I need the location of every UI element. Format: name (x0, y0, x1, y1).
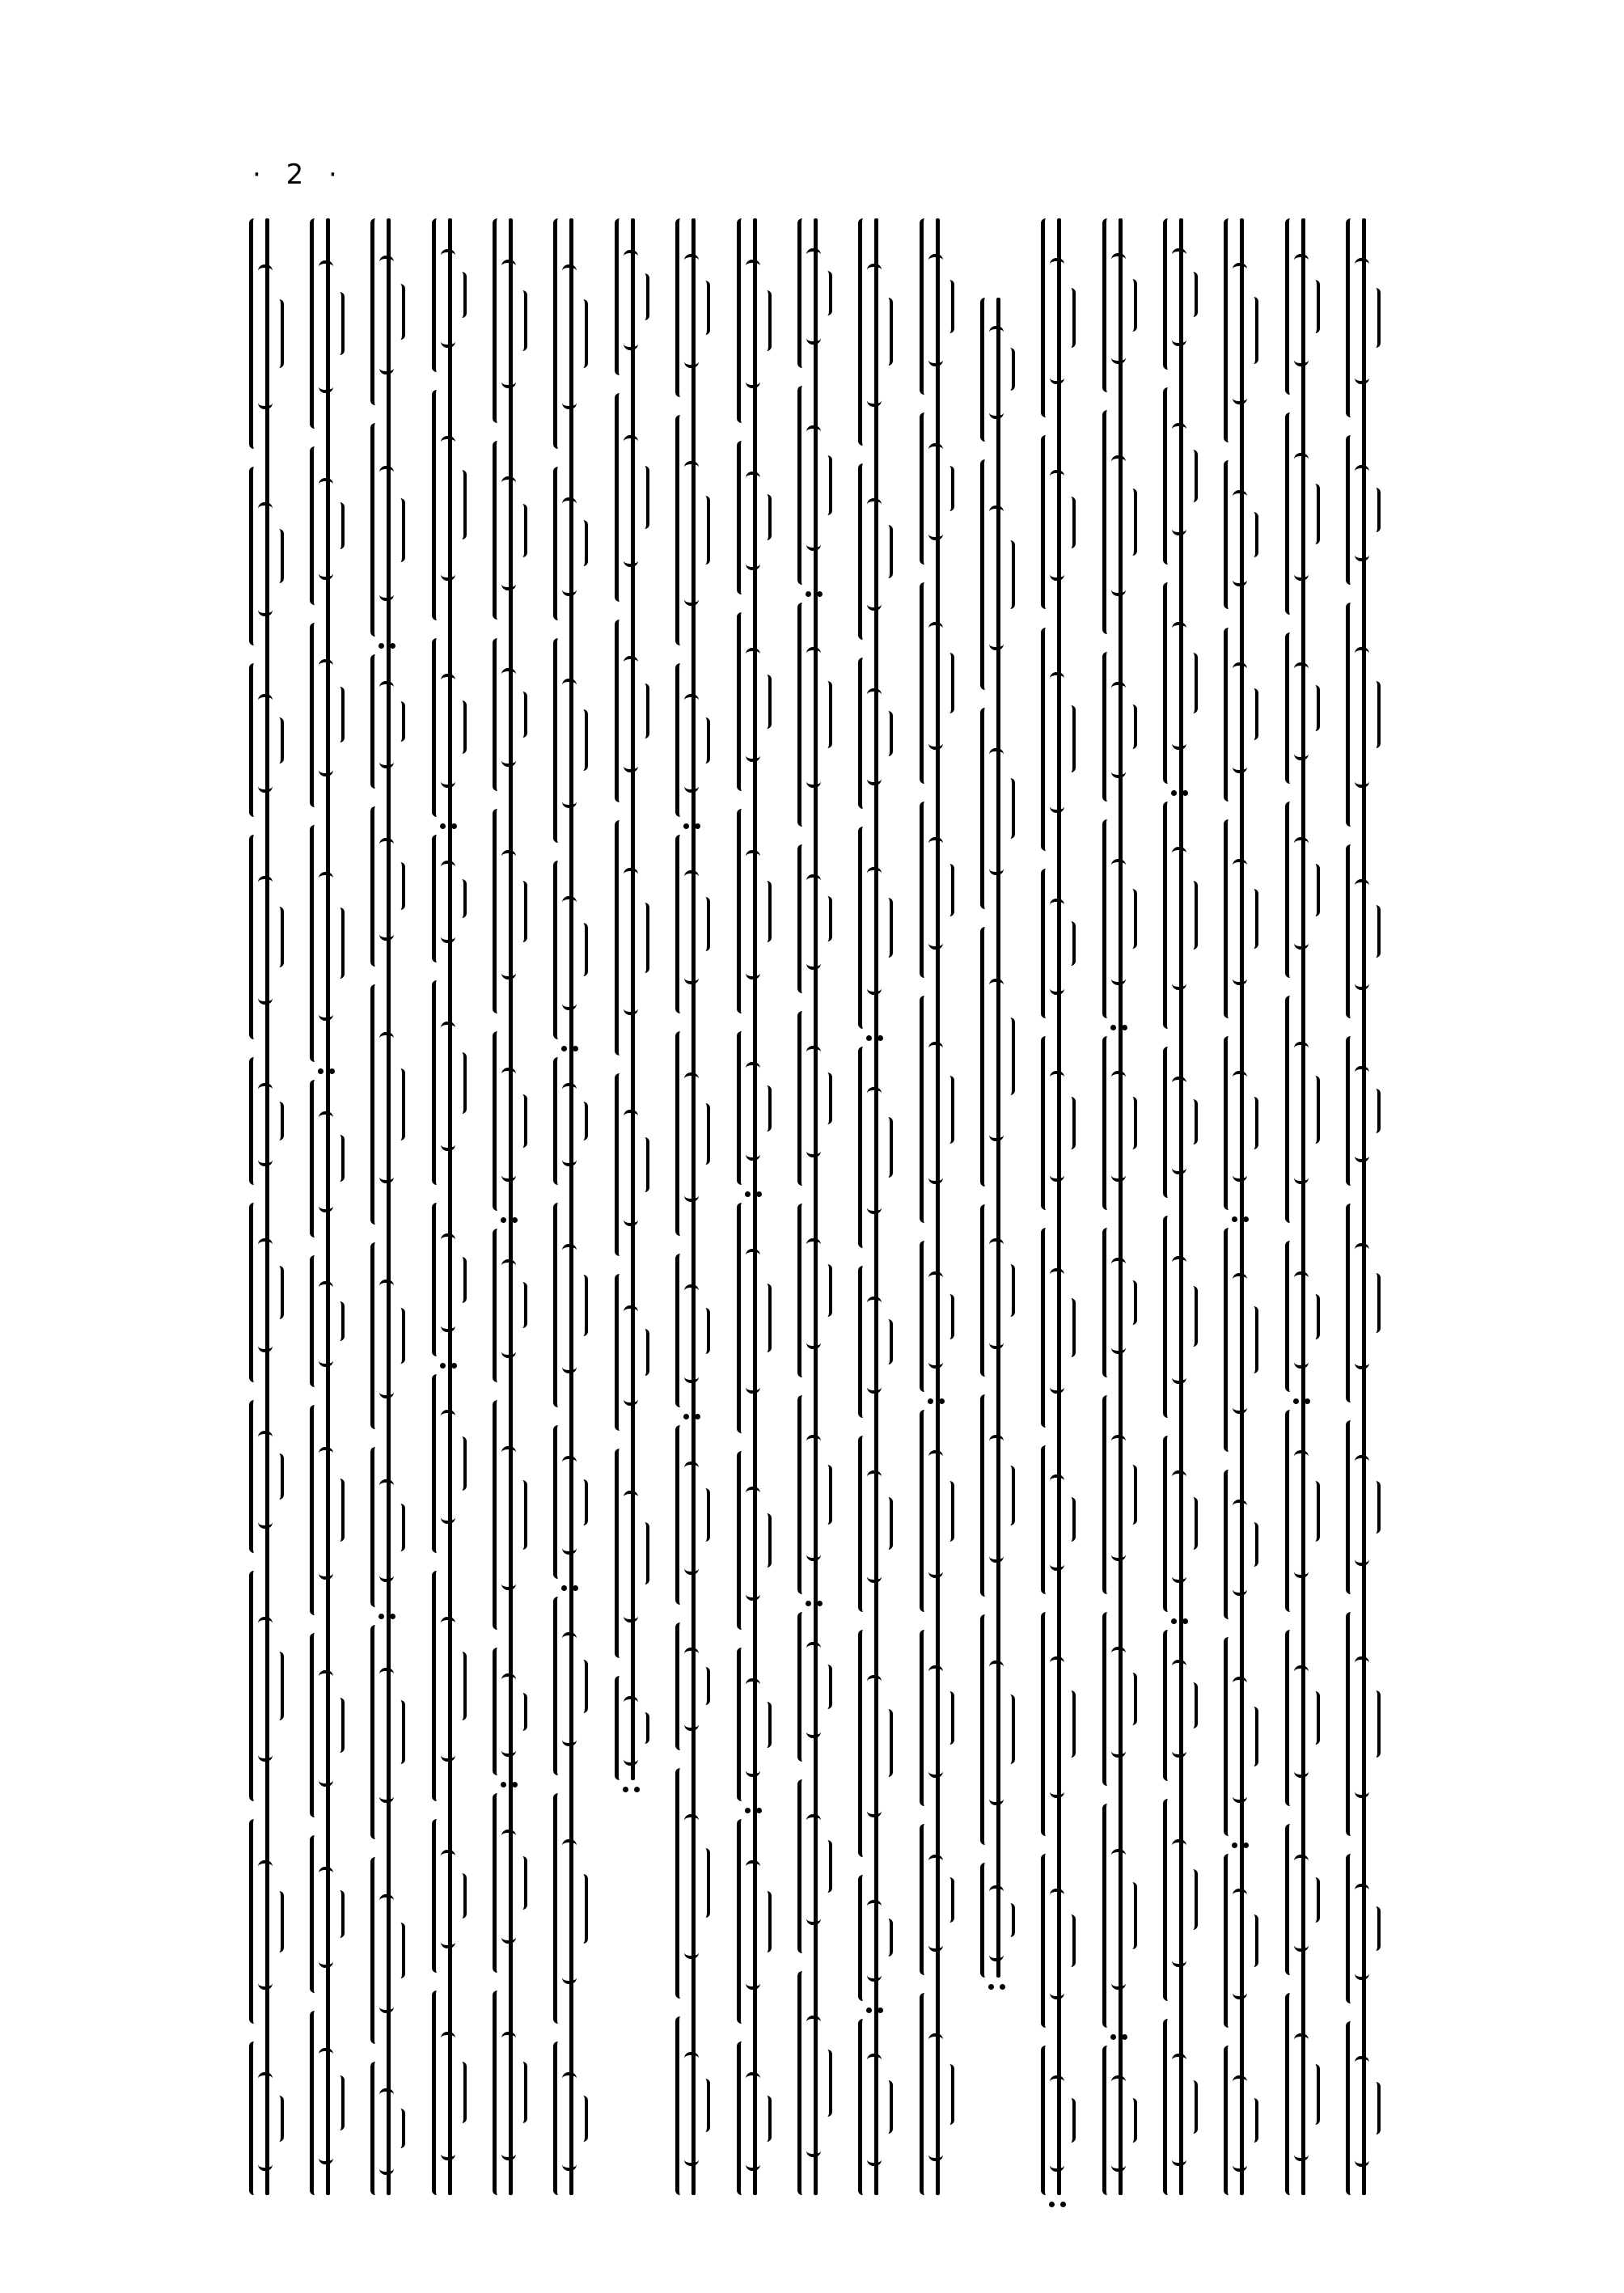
script-word (553, 1425, 589, 1579)
punctuation-mark (861, 1033, 890, 1043)
script-word (737, 1451, 772, 1630)
script-word (249, 1057, 285, 1185)
script-word (493, 1229, 528, 1382)
script-word (553, 1203, 589, 1407)
punctuation-mark (983, 1982, 1013, 1991)
script-word (1041, 218, 1076, 417)
script-word (980, 298, 1016, 442)
script-word (737, 612, 772, 791)
script-word (675, 2016, 711, 2195)
script-word (675, 1254, 711, 1407)
script-word (249, 1203, 285, 1381)
punctuation-mark (740, 1189, 769, 1199)
script-word (432, 980, 467, 1185)
script-word (493, 638, 528, 792)
script-word (1102, 410, 1138, 634)
text-column (358, 218, 419, 2195)
script-word (980, 1614, 1016, 1845)
script-word (1163, 2019, 1199, 2195)
script-word (615, 1676, 650, 1780)
script-word (249, 1819, 285, 2024)
script-word (920, 1410, 955, 1612)
script-word (432, 1819, 467, 1973)
script-word (615, 1274, 650, 1431)
text-column (541, 218, 602, 2195)
script-word (1102, 218, 1138, 392)
script-word (1285, 1241, 1321, 1392)
script-word (797, 1011, 833, 1185)
script-word (1041, 1228, 1076, 1427)
punctuation-mark (1227, 1214, 1256, 1224)
script-word (553, 467, 589, 620)
script-word (675, 1425, 711, 1604)
text-column (1333, 218, 1394, 2195)
script-word (1041, 1445, 1076, 1595)
script-word (249, 467, 285, 645)
punctuation-mark (435, 821, 464, 831)
script-word (432, 1571, 467, 1801)
script-word (553, 218, 589, 449)
script-word (553, 638, 589, 843)
script-word (980, 459, 1016, 690)
script-word (920, 996, 955, 1223)
script-word (370, 654, 406, 788)
script-word (1163, 1799, 1199, 2001)
script-word (1102, 1395, 1138, 1594)
script-word (920, 1993, 955, 2195)
script-word (1285, 1630, 1321, 1806)
punctuation-mark (556, 1043, 586, 1053)
script-word (249, 218, 285, 449)
script-word (737, 218, 772, 423)
script-word (310, 1255, 345, 1387)
script-word (1163, 1630, 1199, 1781)
script-word (310, 1405, 345, 1615)
script-word (1285, 632, 1321, 784)
script-word (1346, 435, 1381, 585)
script-word (737, 2041, 772, 2195)
punctuation-mark (1227, 1840, 1256, 1850)
script-word (858, 1047, 894, 1249)
text-column (1089, 218, 1150, 2195)
script-word (1041, 1612, 1076, 1836)
script-word (249, 2041, 285, 2195)
punctuation-mark (679, 1411, 708, 1421)
page-number: · 2 · (252, 159, 345, 191)
text-column (967, 218, 1028, 2195)
script-word (553, 861, 589, 1039)
script-word (553, 2041, 589, 2195)
script-word (493, 1793, 528, 1972)
script-word (493, 1400, 528, 1631)
script-word (553, 1793, 589, 2024)
script-word (370, 1857, 406, 2044)
script-word (493, 809, 528, 1013)
punctuation-mark (1166, 1616, 1195, 1626)
script-word (370, 218, 406, 405)
text-column (907, 218, 967, 2195)
text-column (480, 218, 540, 2195)
script-word (675, 1622, 711, 1750)
script-word (1224, 1036, 1259, 1210)
script-word (1102, 1228, 1138, 1377)
script-word (1163, 218, 1199, 370)
script-word (1224, 819, 1259, 1018)
punctuation-mark (435, 1360, 464, 1370)
punctuation-mark (374, 641, 403, 650)
script-word (1346, 1036, 1381, 1186)
script-word (1224, 1470, 1259, 1619)
script-word (615, 218, 650, 375)
script-word (1102, 652, 1138, 802)
punctuation-mark (679, 821, 708, 831)
script-word (310, 825, 345, 1062)
script-word (737, 1648, 772, 1801)
script-word (1285, 1993, 1321, 2195)
script-word (920, 582, 955, 785)
script-word (493, 1031, 528, 1210)
punctuation-mark (1044, 2199, 1073, 2209)
script-word (432, 1203, 467, 1356)
script-word (858, 218, 894, 446)
script-word (1224, 1228, 1259, 1452)
script-word (1346, 218, 1381, 417)
punctuation-mark (556, 1583, 586, 1593)
script-word (1163, 802, 1199, 1029)
script-word (858, 827, 894, 1029)
punctuation-mark (618, 1784, 647, 1794)
script-word (1102, 1036, 1138, 1210)
script-word (1224, 1854, 1259, 2028)
script-word (249, 1400, 285, 1554)
script-word (310, 623, 345, 807)
script-word (737, 1031, 772, 1185)
punctuation-mark (1106, 2032, 1135, 2041)
script-word (1163, 387, 1199, 564)
script-word (432, 218, 467, 372)
script-word (615, 1073, 650, 1256)
script-word (1285, 218, 1321, 395)
script-word (797, 1204, 833, 1377)
text-column (1272, 218, 1333, 2195)
script-word (615, 620, 650, 802)
script-word (310, 1835, 345, 1993)
script-word (1285, 1824, 1321, 1975)
script-word (1163, 1436, 1199, 1612)
text-column (785, 218, 845, 2195)
script-word (920, 412, 955, 564)
script-word (675, 835, 711, 1013)
punctuation-mark (801, 589, 830, 599)
script-word (675, 218, 711, 397)
script-word (1041, 2046, 1076, 2195)
script-word (432, 1374, 467, 1553)
script-word (797, 844, 833, 994)
script-word (1163, 582, 1199, 785)
script-word (858, 658, 894, 809)
script-word (1041, 1036, 1076, 1210)
script-word (920, 218, 955, 395)
script-word (1224, 628, 1259, 802)
script-word (1224, 218, 1259, 442)
script-word (432, 1991, 467, 2195)
script-word (797, 1612, 833, 1762)
script-word (432, 835, 467, 962)
script-word (553, 1597, 589, 1775)
script-word (858, 1266, 894, 1417)
script-word (370, 2062, 406, 2195)
script-word (858, 463, 894, 640)
text-column (602, 218, 662, 2195)
script-word (980, 1204, 1016, 1377)
punctuation-mark (496, 1779, 525, 1789)
script-word (1224, 2046, 1259, 2195)
punctuation-mark (496, 1215, 525, 1225)
script-word (370, 984, 406, 1225)
script-word (1102, 1612, 1138, 1786)
text-column (846, 218, 907, 2195)
script-word (1102, 819, 1138, 1018)
script-word (1346, 1854, 1381, 2003)
text-column (419, 218, 480, 2195)
script-word (1346, 1420, 1381, 1594)
text-column (663, 218, 724, 2195)
script-word (980, 708, 1016, 909)
script-word (310, 1080, 345, 1237)
text-column (724, 218, 785, 2195)
script-word (1163, 1047, 1199, 1198)
script-word (1285, 412, 1321, 615)
script-word (249, 1571, 285, 1801)
punctuation-mark (923, 1396, 952, 1406)
punctuation-mark (1288, 1396, 1317, 1406)
script-word (370, 1625, 406, 1838)
script-word (1346, 1204, 1381, 1402)
script-word (1163, 1216, 1199, 1418)
script-word (920, 802, 955, 978)
script-word (249, 835, 285, 1039)
script-word (615, 1449, 650, 1657)
script-word (1224, 1637, 1259, 1836)
script-word (858, 1875, 894, 2001)
text-column (236, 218, 297, 2195)
script-word (737, 441, 772, 594)
script-word (1224, 460, 1259, 610)
script-word (370, 423, 406, 637)
script-word (310, 446, 345, 604)
script-word (675, 663, 711, 817)
text-column (1029, 218, 1089, 2195)
script-word (797, 386, 833, 585)
script-word (493, 441, 528, 620)
script-word (675, 415, 711, 645)
text-column (297, 218, 357, 2195)
script-word (1346, 603, 1381, 827)
script-word (858, 1630, 894, 1857)
script-word (980, 1394, 1016, 1596)
script-word (310, 1633, 345, 1817)
script-word (493, 218, 528, 423)
script-word (1346, 844, 1381, 1018)
script-word (1102, 2046, 1138, 2195)
script-word (920, 1241, 955, 1392)
script-word (432, 390, 467, 620)
punctuation-mark (801, 1598, 830, 1608)
punctuation-mark (1166, 788, 1195, 797)
script-word (1285, 996, 1321, 1223)
script-word (1102, 1804, 1138, 2028)
script-word (797, 1779, 833, 1953)
script-word (980, 1863, 1016, 1978)
punctuation-mark (1106, 1022, 1135, 1032)
script-word (1285, 1410, 1321, 1612)
script-word (858, 1436, 894, 1612)
text-column (1212, 218, 1272, 2195)
script-word (1041, 1854, 1076, 2028)
script-word (1041, 869, 1076, 1018)
punctuation-mark (374, 1611, 403, 1621)
script-word (1346, 1612, 1381, 1836)
script-word (370, 1447, 406, 1607)
script-word (615, 393, 650, 602)
script-word (858, 2019, 894, 2195)
script-word (797, 218, 833, 368)
punctuation-mark (740, 1805, 769, 1815)
script-word (249, 663, 285, 817)
script-word (370, 806, 406, 967)
script-word (310, 218, 345, 429)
script-word (797, 1395, 833, 1594)
script-word (615, 820, 650, 1056)
script-word (737, 1203, 772, 1433)
script-word (493, 1648, 528, 1775)
script-word (553, 1057, 589, 1185)
script-word (920, 1630, 955, 1806)
script-word (797, 1971, 833, 2195)
mongolian-text-block (236, 218, 1394, 2195)
script-word (675, 1031, 711, 1236)
punctuation-mark (313, 1066, 342, 1076)
script-word (310, 2011, 345, 2195)
script-word (920, 1824, 955, 1975)
script-word (737, 809, 772, 1013)
script-word (737, 1819, 772, 2024)
text-column (1150, 218, 1211, 2195)
script-word (675, 1768, 711, 1999)
script-word (1041, 435, 1076, 609)
script-word (797, 603, 833, 827)
punctuation-mark (861, 2005, 890, 2015)
script-word (1285, 802, 1321, 978)
script-word (493, 1991, 528, 2195)
script-word (1346, 2021, 1381, 2195)
script-word (1041, 628, 1076, 852)
script-word (432, 638, 467, 817)
script-word (370, 1242, 406, 1429)
script-word (980, 927, 1016, 1187)
